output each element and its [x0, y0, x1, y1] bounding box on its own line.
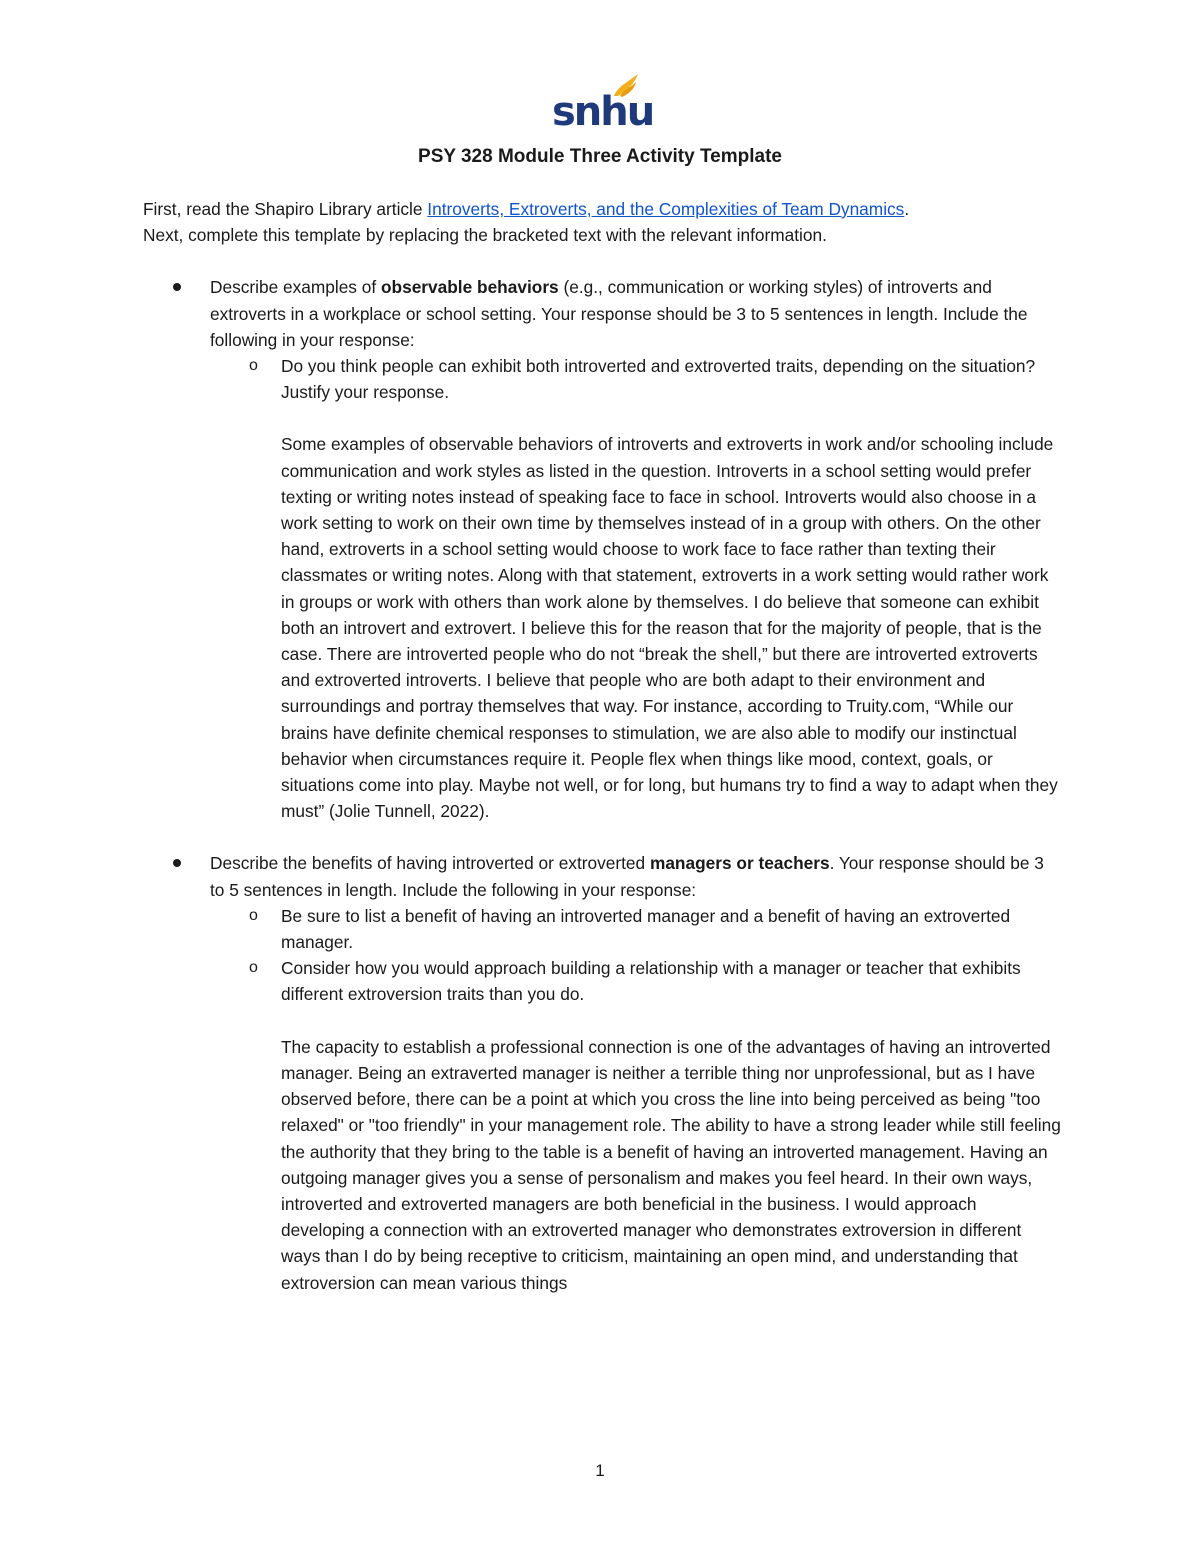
- snhu-logo: [552, 72, 654, 135]
- intro-line-2: Next, complete this template by replacing the bracketed text with the relevant information.: [143, 225, 827, 246]
- section-1-prompt: [143, 274, 1063, 353]
- logo-wordmark: snhu: [552, 89, 654, 135]
- document-body: [143, 196, 1063, 1296]
- intro-line-1: [143, 196, 1063, 222]
- subitem-text: Consider how you would approach building a relationship with a manager or teacher that exhibits different extroversion traits than you do.: [281, 958, 1021, 1005]
- sub-bullet-marker: o: [249, 357, 258, 375]
- prompt-emphasis: observable behaviors: [380, 277, 559, 298]
- section-1-subitem: [143, 353, 1063, 405]
- subitem-text: Be sure to list a benefit of having an introverted manager and a benefit of having an extroverted manager.: [281, 905, 1011, 953]
- page-number: 1: [595, 1461, 605, 1480]
- section-2-prompt: [143, 850, 1063, 902]
- prompt-text: Describe the benefits of having introverted or extroverted: [210, 853, 650, 874]
- intro-period: .: [904, 199, 910, 219]
- intro-text: First, read the Shapiro Library article: [143, 199, 428, 219]
- section-2-subitem: [143, 955, 1063, 1007]
- section-2-answer: The capacity to establish a professional connection is one of the advantages of having an introverted manager. Being an extraverted manager is neither a terrible thing nor unprofessional, but as I have observed before, there can be a point at which you cross the line into being perceived as being "too relaxed" or "too friendly" in your management role. The ability to have a strong leader while still feeling the authority that they bring to the table is a benefit of having an introverted management. Having an outgoing manager gives you a sense of personalism and makes you feel heard. In their own ways, introverted and extroverted managers are both beneficial in the business. I would approach developing a connection with an extroverted manager who demonstrates extroversion in different ways than I do by being receptive to criticism, maintaining an open mind, and understanding that extroversion can mean various things: [281, 1036, 1061, 1293]
- prompt-emphasis: managers or teachers: [649, 853, 830, 874]
- article-link[interactable]: Introverts, Extroverts, and the Complexities of Team Dynamics: [427, 199, 905, 219]
- prompt-text: . Your response should be 3 to 5 sentences in length. Include the following in your response:: [210, 853, 1044, 900]
- prompt-text: Describe examples of: [210, 277, 381, 298]
- bullet-icon: [173, 283, 181, 291]
- section-2-subitem: [143, 903, 1063, 955]
- page-title: PSY 328 Module Three Activity Template: [418, 146, 782, 167]
- sub-bullet-marker: o: [249, 959, 258, 977]
- sub-bullet-marker: o: [249, 906, 258, 924]
- section-1-answer: Some examples of observable behaviors of introverts and extroverts in work and/or schooling include communication and work styles as listed in the question. Introverts in a school setting would prefer texting or writing notes instead of speaking face to face in school. Introverts would also choose in a work setting to work on their own time by themselves instead of in a group with others. On the other hand, extroverts in a school setting would choose to work face to face rather than texting their classmates or writing notes. Along with that statement, extroverts in a work setting would rather work in groups or work with others than work alone by themselves. I do believe that someone can exhibit both an introvert and extrovert. I believe this for the reason that for the majority of people, that is the case. There are introverted people who do not “break the shell,” but there are introverted extroverts and extroverted introverts. I believe that people who are both adapt to their environment and surroundings and portray themselves that way. For instance, according to Truity.com, “While our brains have definite chemical responses to stimulation, we are also able to modify our instinctual behavior when circumstances require it. People flex when things like mood, context, goals, or situations come into play. Maybe not well, or for long, but humans try to find a way to adapt when they must” (Jolie Tunnell, 2022).: [281, 434, 1058, 822]
- prompt-text: (e.g., communication or working styles) of introverts and extroverts in a workplace or school setting. Your response should be 3 to 5 sentences in length. Include the following in your response:: [210, 277, 1028, 350]
- subitem-text: Do you think people can exhibit both introverted and extroverted traits, depending on the situation? Justify your response.: [281, 356, 1036, 403]
- bullet-icon: [173, 859, 181, 867]
